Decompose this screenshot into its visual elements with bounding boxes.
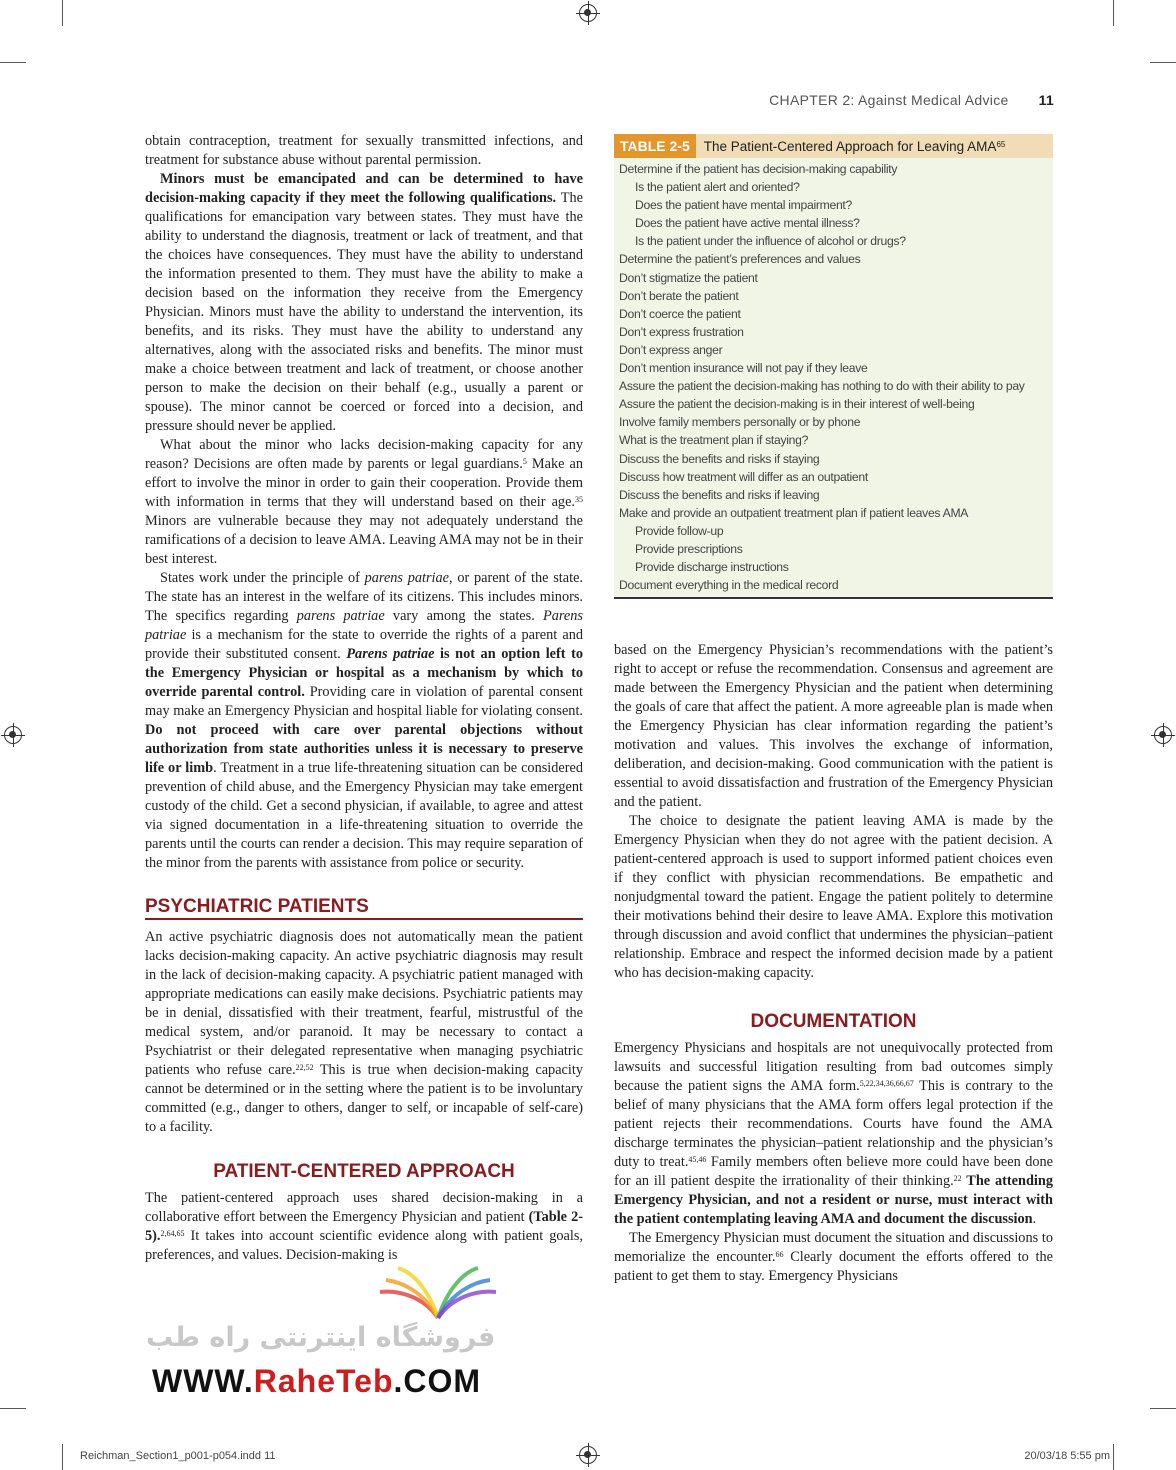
- crop-mark: [0, 62, 26, 63]
- table-row: Don’t mention insurance will not pay if they leave: [619, 361, 868, 376]
- table-row: Make and provide an outpatient treatment plan if patient leaves AMA: [619, 505, 969, 520]
- table-row: Don’t coerce the patient: [619, 306, 741, 321]
- table-row: Don’t stigmatize the patient: [619, 270, 758, 285]
- footer-file: Reichman_Section1_p001-p054.indd 11: [80, 1450, 276, 1462]
- crop-mark: [1150, 1408, 1176, 1409]
- paragraph: An active psychiatric diagnosis does not automatically mean the patient lacks decision-making capacity. An active psychiatric diagnosis may result in the lack of decision-making capacity. A psychiatric patient managed with appropriate medications can easily make decisions. Psychiatric patients may be in denial, dissatisfied with their treatment, fearful, mistrustful of the medical system, and/or paranoid. It may be necessary to contact a Psychiatrist or their delegated representative when managing psychiatric patients who refuse care.$^{22,52}$ This is true when decision-making capacity cannot be determined or in the setting where the patient is to be involuntary committed (e.g., danger to others, danger to self, or incapable of self-care) to a facility.: [145, 929, 583, 1135]
- chapter-title: CHAPTER 2: Against Medical Advice: [769, 92, 1009, 108]
- table-row: Assure the patient the decision-making has nothing to do with their ability to pay: [619, 379, 1025, 394]
- table-row: Discuss the benefits and risks if leaving: [619, 487, 820, 502]
- table-row: Provide prescriptions: [635, 541, 743, 556]
- table-row: Does the patient have mental impairment?: [635, 198, 852, 213]
- table-row: Document everything in the medical record: [619, 578, 839, 593]
- watermark-persian: فروشگاه اینترنتی راه طب: [146, 1322, 496, 1353]
- table-row: Determine if the patient has decision-making capability: [619, 162, 898, 176]
- left-column: [145, 132, 583, 1265]
- watermark-url: WWW.RaheTeb.COM: [152, 1363, 482, 1399]
- crop-mark: [1150, 62, 1176, 63]
- table-row: Assure the patient the decision-making is in their interest of well-being: [619, 397, 975, 412]
- section-heading-psychiatric: PSYCHIATRIC PATIENTS: [145, 897, 583, 920]
- table-body: [614, 158, 1053, 599]
- table-row: Provide discharge instructions: [635, 560, 789, 575]
- crop-mark: [62, 0, 63, 26]
- paragraph: The Emergency Physician must document the situation and discussions to memorialize the encounter.$^{66}$ Clearly document the efforts offered to the patient to get them to stay. Emergency Physicians: [614, 1230, 1053, 1284]
- table-row: Is the patient under the influence of alcohol or drugs?: [635, 234, 906, 249]
- table-number: TABLE 2-5: [614, 134, 696, 158]
- crop-mark: [0, 1408, 26, 1409]
- page-number: 11: [1038, 92, 1054, 108]
- paragraph: obtain contraception, treatment for sexually transmitted infections, and treatment for substance abuse without parental permission.: [145, 133, 583, 168]
- table-row: Don’t express anger: [619, 342, 723, 357]
- paragraph: What about the minor who lacks decision-making capacity for any reason? Decisions are often made by parents or legal guardians.$^5$ Make an effort to involve the minor in order to gain their cooperation. Provide them with information in terms that they will understand based on their age.$^{35}$ Minors are vulnerable because they may not adequately understand the ramifications of a decision to leave AMA. Leaving AMA may not be in their best interest.: [145, 437, 583, 567]
- footer-date: 20/03/18 5:55 pm: [1024, 1450, 1110, 1462]
- running-head: [769, 92, 1054, 108]
- section-heading-documentation: DOCUMENTATION: [750, 1011, 917, 1032]
- paragraph: based on the Emergency Physician’s recommendations with the patient’s right to accept or refuse the recommendation. Consensus and agreement are made between the Emergency Physician and the patient when determining the goals of care that affect the patient. A more agreeable plan is made when the Emergency Physician has clear information regarding the patient’s motivation and values. This involves the exchange of information, deliberation, and decision-making. Good communication with the patient is essential to avoid dissatisfaction and frustration of the Emergency Physician and the patient.: [614, 642, 1053, 810]
- table-row: Discuss the benefits and risks if staying: [619, 451, 820, 466]
- registration-mark-icon: [4, 726, 22, 744]
- table-row: Does the patient have active mental illness?: [635, 216, 860, 231]
- registration-mark-icon: [579, 4, 597, 22]
- table-header: [614, 134, 1053, 158]
- table-row: Don’t berate the patient: [619, 288, 739, 303]
- crop-mark: [1113, 1444, 1114, 1470]
- crop-mark: [62, 1444, 63, 1470]
- table-row: Don’t express frustration: [619, 324, 744, 339]
- registration-mark-icon: [1154, 726, 1172, 744]
- paragraph: Emergency Physicians and hospitals are not unequivocally protected from lawsuits and successful litigation resulting from bad outcomes simply because the patient signs the AMA form.$^{5,22,34,36,66,67}$ This is contrary to the belief of many physicians that the AMA form offers legal protection if the patient rejects their recommendations. Courts have found the AMA discharge terminates the physician–patient relationship and the physician’s duty to treat.$^{45,46}$ Family members often believe more could have been done for an ill patient despite the irrationality of their thinking.$^{22}$ The attending Emergency Physician, and not a resident or nurse, must interact with the patient contemplating leaving AMA and document the discussion.: [614, 1040, 1053, 1227]
- paragraph: States work under the principle of parens patriae, or parent of the state. The state has an interest in the welfare of its citizens. This includes minors. The specifics regarding parens patriae vary among the states. Parens patriae is a mechanism for the state to override the rights of a parent and provide their substituted consent. Parens patriae is not an option left to the Emergency Physician or hospital as a mechanism by which to override parental control. Providing care in violation of parental consent may make an Emergency Physician and hospital liable for violating consent. Do not proceed with care over parental objections without authorization from state authorities unless it is necessary to preserve life or limb. Treatment in a true life-threatening situation can be considered prevention of child abuse, and the Emergency Physician may take emergent custody of the child. Get a second physician, if available, to agree and attest via signed documentation in a life-threatening situation to override the parents until the courts can render a decision. This may require separation of the minor from the parents with assistance from police or security.: [145, 570, 584, 871]
- paragraph: The patient-centered approach uses shared decision-making in a collaborative effort between the Emergency Physician and patient (Table 2-5).$^{2,64,65}$ It takes into account scientific evidence along with patient goals, preferences, and values. Decision-making is: [145, 1190, 583, 1263]
- table-row: Involve family members personally or by phone: [619, 415, 861, 430]
- table-row: Is the patient alert and oriented?: [635, 180, 800, 195]
- right-column: [614, 641, 1053, 1286]
- section-heading-patient-centered: PATIENT-CENTERED APPROACH: [213, 1161, 515, 1182]
- table-row: Discuss how treatment will differ as an outpatient: [619, 469, 868, 484]
- paragraph: The choice to designate the patient leaving AMA is made by the Emergency Physician when they do not agree with the patient decision. A patient-centered approach is used to support informed patient choices even if they conflict with physician recommendations. Be empathetic and nonjudgmental toward the patient. Engage the patient politely to determine their motivations behind their desire to leave AMA. Explore this motivation through discussion and avoid conflict that undermines the physician–patient relationship. Embrace and respect the informed decision made by a patient who has decision-making capacity.: [614, 813, 1053, 981]
- paragraph: Minors must be emancipated and can be determined to have decision-making capacity if they meet the following qualifications. The qualifications for emancipation vary between states. They must have the ability to understand the diagnosis, treatment or lack of treatment, and that the choices have consequences. They must have the ability to understand the information presented to them. They must have the ability to make a decision based on the information they receive from the Emergency Physician. Minors must have the ability to understand the intervention, its benefits, and its risks. They must have the ability to understand any alternatives, along with the associated risks and benefits. The minor must make a choice between treatment and lack of treatment, or choose another person to make the decision on their behalf (e.g., usually a parent or spouse). The minor cannot be coerced or forced into a decision, and pressure should never be applied.: [145, 171, 584, 434]
- table-2-5: [614, 134, 1053, 599]
- registration-mark-icon: [579, 1446, 597, 1464]
- table-row: Provide follow-up: [635, 523, 724, 538]
- table-title: The Patient-Centered Approach for Leaving AMA$^{65}$: [703, 138, 1006, 154]
- book-logo-icon: [378, 1256, 498, 1326]
- table-row: Determine the patient’s preferences and values: [619, 252, 861, 267]
- crop-mark: [1113, 0, 1114, 26]
- table-row: What is the treatment plan if staying?: [619, 433, 809, 448]
